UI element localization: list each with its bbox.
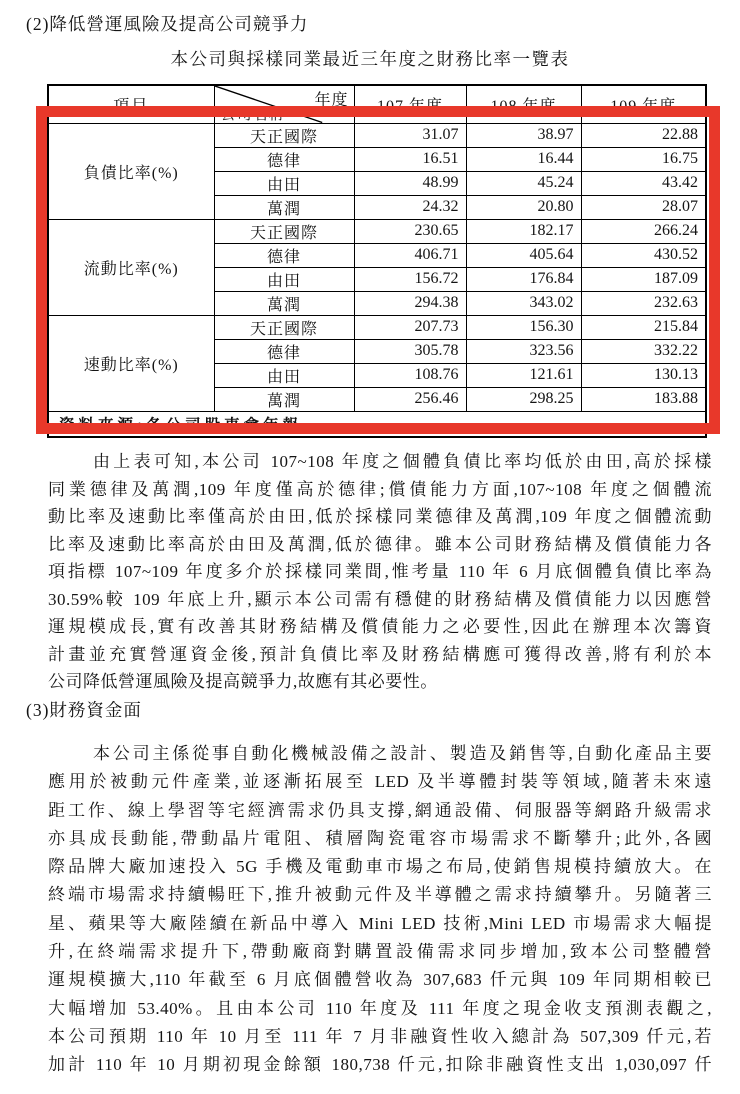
value-cell: 183.88 bbox=[581, 387, 706, 411]
table-header-row bbox=[48, 85, 706, 123]
value-cell: 108.76 bbox=[354, 363, 466, 387]
company-cell: 萬潤 bbox=[214, 195, 354, 219]
value-cell: 182.17 bbox=[466, 219, 581, 243]
value-cell: 215.84 bbox=[581, 315, 706, 339]
value-cell: 305.78 bbox=[354, 339, 466, 363]
section-3-heading: (3)財務資金面 bbox=[26, 700, 142, 720]
text-line: 加計 110 年 10 月期初現金餘額 180,738 仟元,扣除非融資性支出 1,030,097 仟 bbox=[48, 1055, 712, 1075]
text-line: 同業德律及萬潤,109 年度僅高於德律;償債能力方面,107~108 年度之個體流 bbox=[48, 479, 712, 499]
paragraph-financial-funds bbox=[48, 740, 712, 1080]
value-cell: 156.30 bbox=[466, 315, 581, 339]
year-107-header: 107 年度 bbox=[354, 85, 466, 123]
text-line: 運規模成長,實有改善其財務結構及償債能力之必要性,因此在辦理本次籌資 bbox=[48, 617, 712, 636]
value-cell: 176.84 bbox=[466, 267, 581, 291]
text-line: 運規模擴大,110 年截至 6 月底個體營收為 307,683 仟元與 109 年同期相較已 bbox=[48, 970, 712, 990]
value-cell: 323.56 bbox=[466, 339, 581, 363]
text-line: 動比率及速動比率僅高於由田,低於採樣同業德律及萬潤,109 年度之個體流動 bbox=[48, 507, 712, 526]
table-row bbox=[48, 219, 706, 243]
paragraph-ratio-analysis bbox=[48, 448, 712, 696]
company-cell: 天正國際 bbox=[214, 123, 354, 147]
value-cell: 22.88 bbox=[581, 123, 706, 147]
company-axis-label: 公司名稱 bbox=[220, 106, 285, 123]
text-line: 終端市場需求持續暢旺下,推升被動元件及半導體之需求持續攀升。另隨著三 bbox=[48, 885, 712, 905]
value-cell: 24.32 bbox=[354, 195, 466, 219]
table-row bbox=[48, 123, 706, 147]
value-cell: 230.65 bbox=[354, 219, 466, 243]
metric-cell: 負債比率(%) bbox=[48, 123, 214, 219]
value-cell: 207.73 bbox=[354, 315, 466, 339]
year-axis-label: 年度 bbox=[314, 92, 349, 109]
value-cell: 31.07 bbox=[354, 123, 466, 147]
value-cell: 256.46 bbox=[354, 387, 466, 411]
value-cell: 16.51 bbox=[354, 147, 466, 171]
value-cell: 48.99 bbox=[354, 171, 466, 195]
text-line: 本公司預期 110 年 10 月至 111 年 7 月非融資性收入總計為 507,309 仟元,若 bbox=[48, 1026, 712, 1046]
company-cell: 由田 bbox=[214, 171, 354, 195]
company-cell: 德律 bbox=[214, 339, 354, 363]
item-header-cell: 項目 bbox=[48, 85, 214, 123]
value-cell: 298.25 bbox=[466, 387, 581, 411]
value-cell: 405.64 bbox=[466, 243, 581, 267]
text-line: 由上表可知,本公司 107~108 年度之個體負債比率均低於由田,高於採樣 bbox=[93, 452, 712, 471]
value-cell: 266.24 bbox=[581, 219, 706, 243]
section-2-heading: (2)降低營運風險及提高公司競爭力 bbox=[26, 14, 309, 34]
company-cell: 萬潤 bbox=[214, 291, 354, 315]
value-cell: 232.63 bbox=[581, 291, 706, 315]
text-line: 亦具成長動能,帶動晶片電阻、積層陶瓷電容市場需求不斷攀升;此外,各國 bbox=[48, 828, 712, 848]
value-cell: 20.80 bbox=[466, 195, 581, 219]
value-cell: 45.24 bbox=[466, 171, 581, 195]
value-cell: 294.38 bbox=[354, 291, 466, 315]
text-line: 應用於被動元件產業,並逐漸拓展至 LED 及半導體封裝等領域,隨著未來遠 bbox=[48, 772, 712, 792]
year-108-header: 108 年度 bbox=[466, 85, 581, 123]
company-cell: 天正國際 bbox=[214, 219, 354, 243]
company-cell: 由田 bbox=[214, 267, 354, 291]
year-109-header: 109 年度 bbox=[581, 85, 706, 123]
text-line: 距工作、線上學習等宅經濟需求仍具支撐,網通設備、伺服器等網路升級需求 bbox=[48, 800, 712, 820]
source-row bbox=[48, 411, 706, 437]
financial-ratio-table bbox=[47, 84, 707, 438]
text-line: 公司降低營運風險及提高競爭力,故應有其必要性。 bbox=[48, 672, 438, 691]
text-line: 際品牌大廠加速投入 5G 手機及電動車市場之布局,使銷售規模持續放大。在 bbox=[48, 857, 712, 877]
value-cell: 16.44 bbox=[466, 147, 581, 171]
metric-cell: 速動比率(%) bbox=[48, 315, 214, 411]
value-cell: 332.22 bbox=[581, 339, 706, 363]
metric-cell: 流動比率(%) bbox=[48, 219, 214, 315]
text-line: 升,在終端需求提升下,帶動廠商對購置設備需求同步增加,致本公司整體營 bbox=[48, 942, 712, 962]
value-cell: 38.97 bbox=[466, 123, 581, 147]
company-cell: 由田 bbox=[214, 363, 354, 387]
value-cell: 28.07 bbox=[581, 195, 706, 219]
value-cell: 187.09 bbox=[581, 267, 706, 291]
text-line: 計畫並充實營運資金後,預計負債比率及財務結構應可獲得改善,將有利於本 bbox=[48, 644, 712, 664]
value-cell: 16.75 bbox=[581, 147, 706, 171]
diagonal-header-cell bbox=[214, 85, 354, 123]
text-line: 30.59%較 109 年底上升,顯示本公司需有穩健的財務結構及償債能力以因應營 bbox=[48, 589, 712, 609]
text-line: 大幅增加 53.40%。且由本公司 110 年度及 111 年度之現金收支預測表觀之, bbox=[48, 998, 712, 1018]
table-title: 本公司與採樣同業最近三年度之財務比率一覽表 bbox=[170, 49, 570, 69]
table-row bbox=[48, 315, 706, 339]
value-cell: 156.72 bbox=[354, 267, 466, 291]
value-cell: 130.13 bbox=[581, 363, 706, 387]
company-cell: 天正國際 bbox=[214, 315, 354, 339]
value-cell: 430.52 bbox=[581, 243, 706, 267]
value-cell: 43.42 bbox=[581, 171, 706, 195]
text-line: 項指標 107~109 年度多介於採樣同業間,惟考量 110 年 6 月底個體負債比率為 bbox=[48, 562, 712, 581]
text-line: 星、蘋果等大廠陸續在新品中導入 Mini LED 技術,Mini LED 市場需求大幅提 bbox=[48, 913, 712, 933]
source-note: 資料來源:各公司股東會年報 bbox=[48, 411, 706, 437]
value-cell: 343.02 bbox=[466, 291, 581, 315]
company-cell: 德律 bbox=[214, 147, 354, 171]
value-cell: 406.71 bbox=[354, 243, 466, 267]
text-line: 比率及速動比率高於由田及萬潤,低於德律。雖本公司財務結構及償債能力各 bbox=[48, 534, 712, 554]
company-cell: 德律 bbox=[214, 243, 354, 267]
value-cell: 121.61 bbox=[466, 363, 581, 387]
text-line: 本公司主係從事自動化機械設備之設計、製造及銷售等,自動化產品主要 bbox=[93, 744, 712, 763]
company-cell: 萬潤 bbox=[214, 387, 354, 411]
